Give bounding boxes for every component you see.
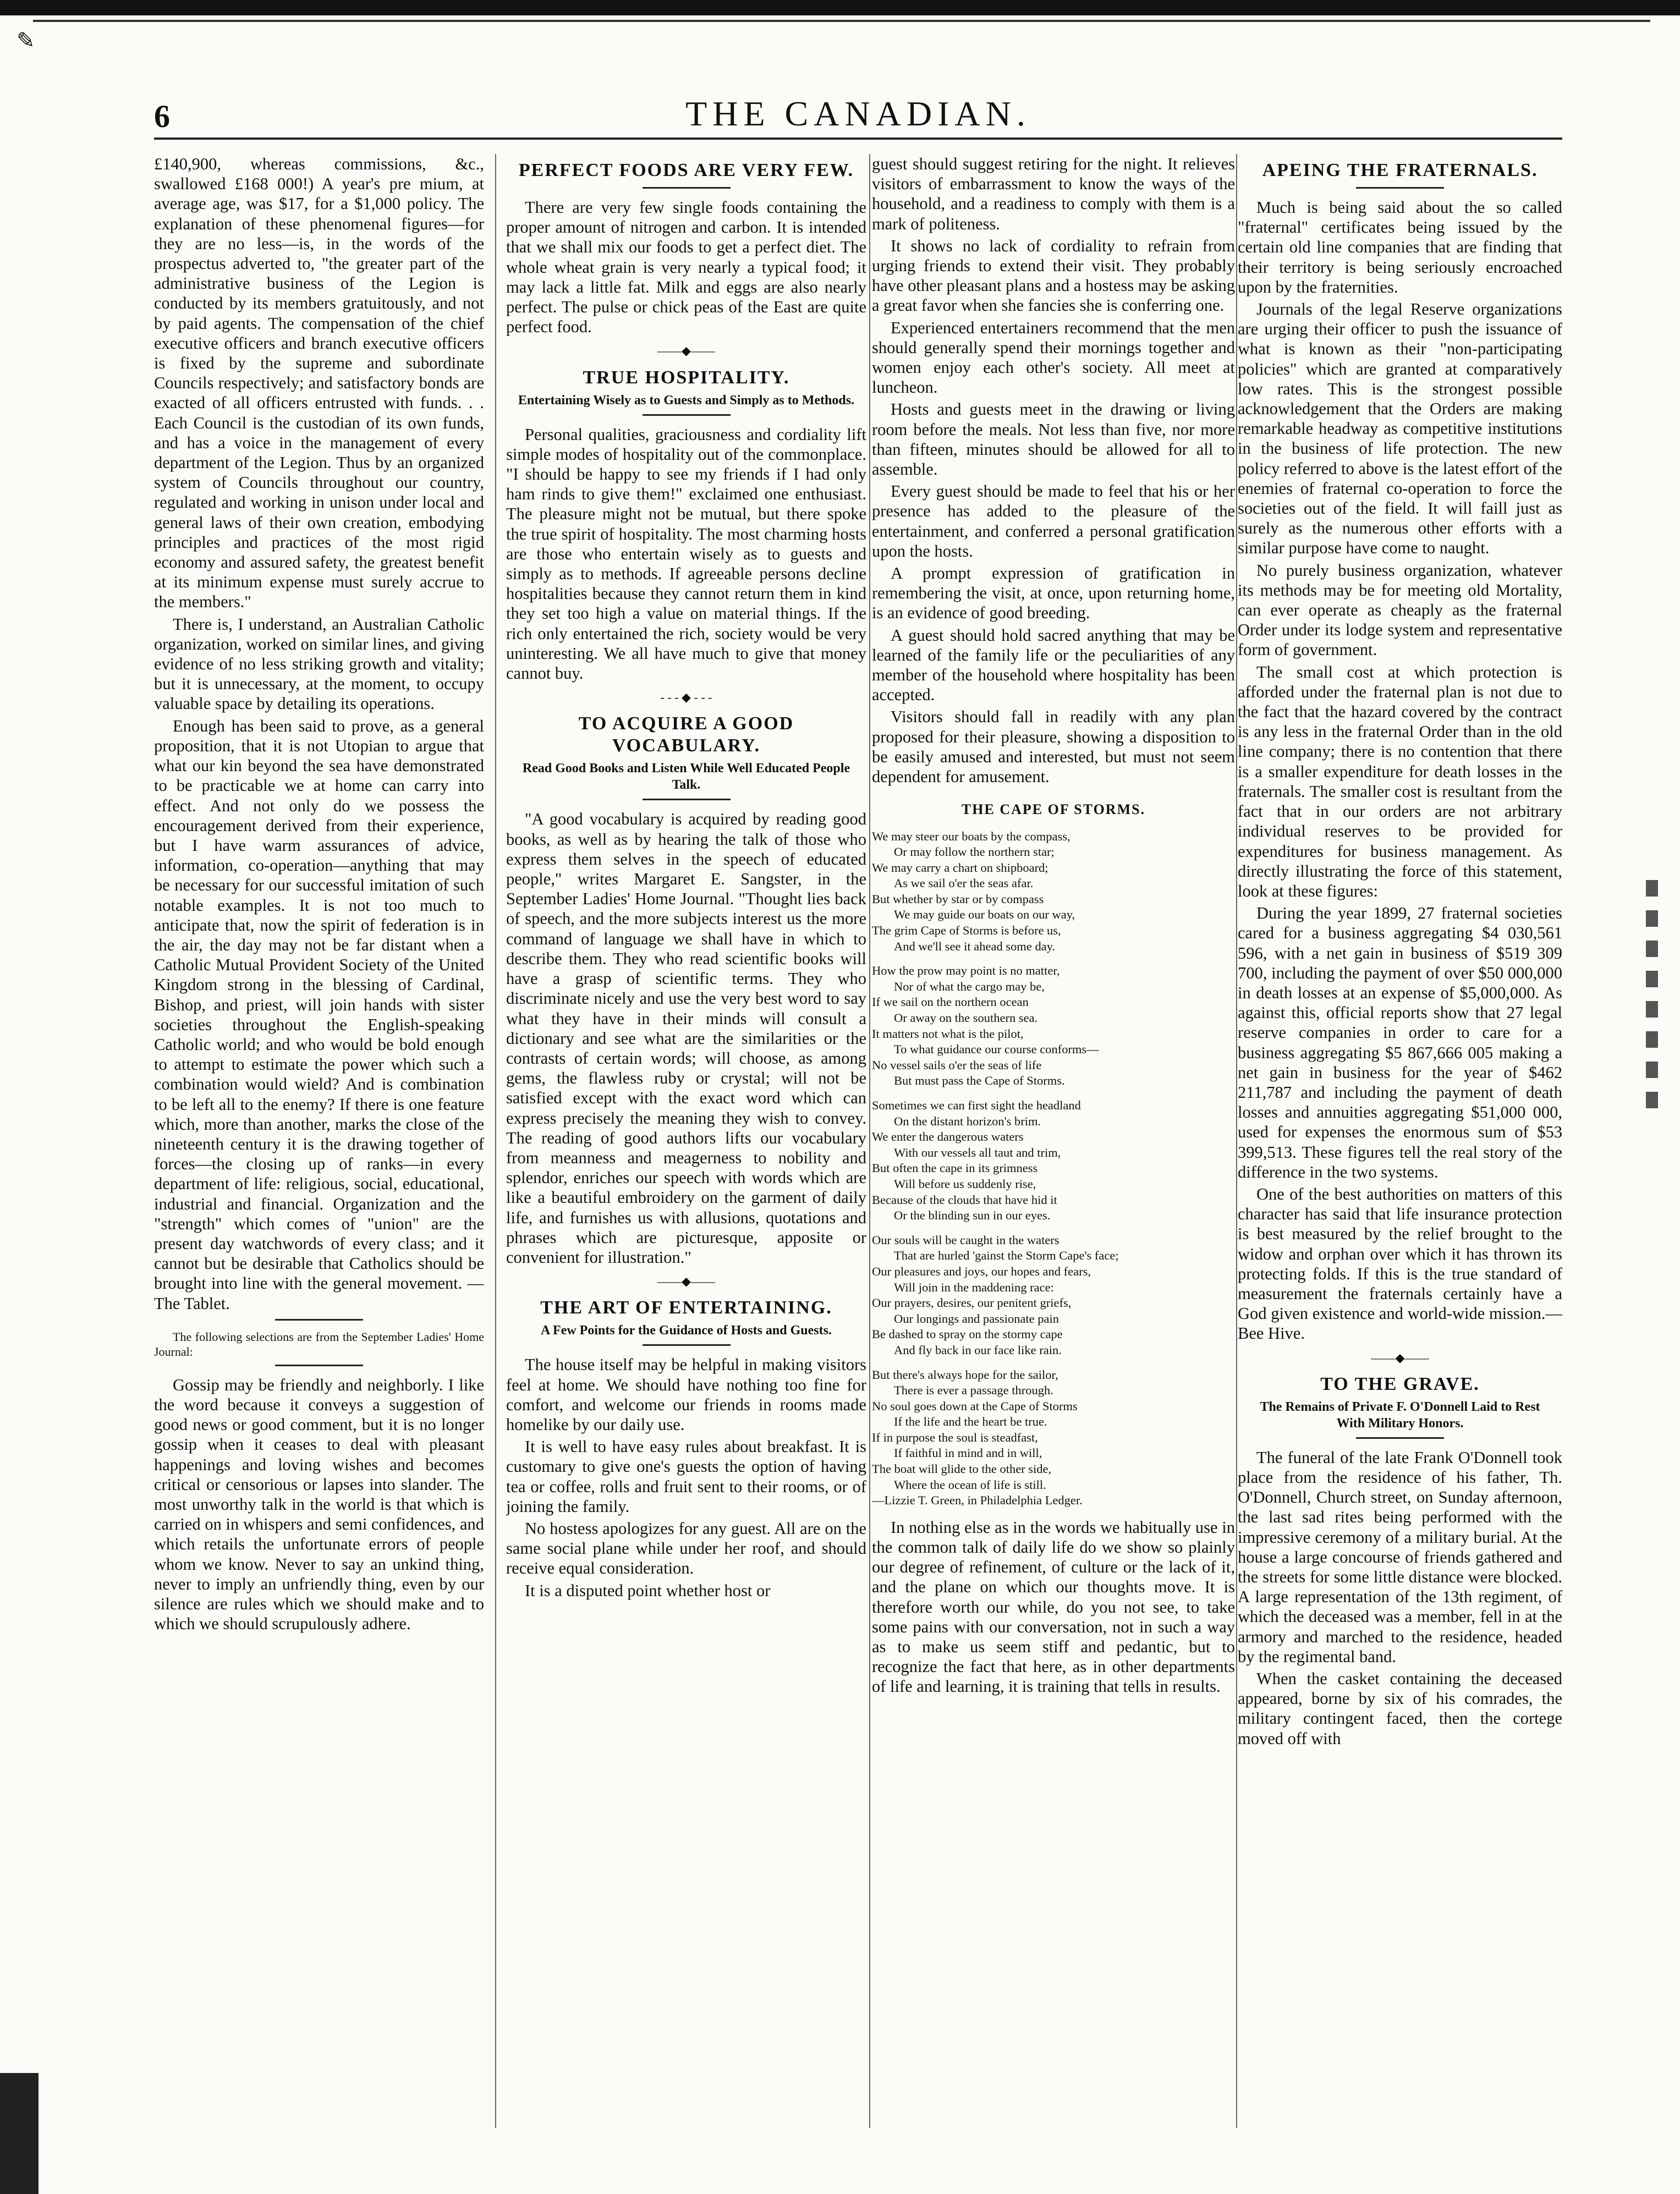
ornament-divider: ——◆—— [657, 344, 715, 358]
poem-line: We may steer our boats by the compass, [872, 829, 1070, 843]
article-headline: PERFECT FOODS ARE VERY FEW. [518, 160, 854, 180]
poem-line: If faithful in mind and in will, [894, 1446, 1042, 1460]
poem-line: Our pleasures and joys, our hopes and fears, [872, 1264, 1091, 1278]
section-divider [1356, 187, 1444, 189]
section-divider [643, 414, 731, 416]
paragraph: The small cost at which protection is afforded under the fraternal plan is not due to the fact that the hazard covered by the contract is any less in the fraternal Order than in the old line company; there is no contention that there is a smaller expenditure for death losses in the fraternals. The smaller cost is resultant from the fact that in our orders are not arbitrary individual reserves to be provided for expenditures for business management. As directly illustrating the force of this statement, look at these figures: [1238, 662, 1562, 900]
paragraph: There are very few single foods containing the proper amount of nitrogen and carbon. It is intended that we shall mix our foods to get a perfect diet. The whole wheat grain is very nearly a typical food; it may lack a little fat. Milk and eggs are also nearly perfect. The pulse or chick peas of the East are quite perfect food. [506, 198, 866, 337]
poem-stanza [872, 1098, 1235, 1224]
poem-line: It matters not what is the pilot, [872, 1026, 1024, 1041]
poem-line: The grim Cape of Storms is before us, [872, 923, 1061, 938]
section-divider [1356, 1437, 1444, 1439]
paragraph: The funeral of the late Frank O'Donnell took place from the residence of his father, Th. O'Donnell, Church street, on Sunday afternoon, the last sad rites being performed with the impressive ceremony of a military burial. At the house a large concourse of friends gathered and the streets for some little distance were blocked. A large representation of the 13th regiment, of which the deceased was a member, fell in at the armory and marched to the residence, headed by the regimental band. [1238, 1448, 1562, 1666]
top-border [0, 0, 1680, 15]
poem-line: The boat will glide to the other side, [872, 1462, 1052, 1476]
paragraph: "A good vocabulary is acquired by reading good books, as well as by hearing the talk of those who express them selves in the speech of educated people," writes Margaret E. Sangster, in the September Ladies' Home Journal. "Thought lies back of speech, and the more subjects interest us the more command of language we shall have in which to describe them. They who read scientific books will have a grasp of scientific terms. They who discriminate nicely and use the very best word to say what they have in their minds will consult a dictionary and see what are the similarities or the contrasts of certain words; will choose, as among gems, the flawless ruby or crystal; will not be satisfied except with the exact word which can express precisely the meaning they wish to convey. The reading of good authors lifts our vocabulary from meanness and meagerness to nobility and splendor, enriches our speech with words which are like a beautiful embroidery on the garment of daily life, and furnishes us with allusions, quotations and phrases which are picturesque, apposite or convenient for illustration." [506, 810, 866, 1267]
article-headline: TO THE GRAVE. [1320, 1373, 1480, 1394]
poem-line: We enter the dangerous waters [872, 1130, 1024, 1144]
section-divider [275, 1365, 363, 1366]
poem-stanza [872, 829, 1235, 955]
section-divider [643, 799, 731, 800]
poem-line: Or may follow the northern star; [894, 845, 1055, 859]
paragraph: Hosts and guests meet in the drawing or living room before the meals. Not less than five, nor more than fifteen, minutes should be allowed for all to assemble. [872, 400, 1235, 479]
column-divider [1236, 154, 1237, 2128]
poem-line: To what guidance our course conforms— [894, 1042, 1099, 1057]
column-divider [495, 154, 496, 2128]
article-subheadline: Read Good Books and Listen While Well Educated People Talk. [522, 761, 850, 793]
poem-line: No soul goes down at the Cape of Storms [872, 1399, 1078, 1413]
poem-line: Our longings and passionate pain [894, 1311, 1059, 1326]
article-subheadline: The Remains of Private F. O'Donnell Laid to Rest With Military Honors. [1260, 1399, 1540, 1431]
column-4 [1238, 154, 1562, 2128]
poem-line: But there's always hope for the sailor, [872, 1367, 1058, 1382]
paragraph: Much is being said about the so called "fraternal" certificates being issued by the certain old line companies that are finding that their territory is being seriously encroached upon by the fraternities. [1238, 198, 1562, 296]
article-headline: APEING THE FRATERNALS. [1262, 160, 1538, 180]
poem-line: If we sail on the northern ocean [872, 995, 1029, 1009]
poem-stanza [872, 963, 1235, 1089]
corner-mark-icon: ✎ [17, 28, 35, 53]
article-headline: TRUE HOSPITALITY. [583, 367, 790, 388]
paragraph: Every guest should be made to feel that his or her presence has added to the pleasure of the entertainment, and conferred a personal gratification upon the hosts. [872, 482, 1235, 560]
poem-line: But whether by star or by compass [872, 892, 1044, 906]
poem-line: Where the ocean of life is still. [894, 1477, 1046, 1492]
column-1 [154, 154, 484, 2128]
page-header [154, 88, 1562, 138]
paragraph: During the year 1899, 27 fraternal societies cared for a business aggregating $4 030,561 596, with a net gain in business of $519 309 700, including the payment of over $50 000,000 in death losses at an expense of $5,000,000. As against this, official reports show that 27 legal reserve companies in order to care for a business aggregating $5 867,666 005 making a net gain in business for the year of $462 211,787 and including the payment of death losses and annuities aggregating $51,000 000, used for expenses the enormous sum of $53 399,513. These figures tell the real story of the difference in the two systems. [1238, 904, 1562, 1181]
paragraph: Journals of the legal Reserve organizations are urging their officer to push the issuance of what is known as their "non-participating policies" which are granted at comparatively low rates. This is the strongest possible acknowledgement that the Orders are making remarkable headway as competitive institutions in the business of life protection. The new policy referred to above is the latest effort of the enemies of fraternal co-operation to force the societies out of the field. It will faill just as surely as the numerous other efforts with a similar purpose have come to naught. [1238, 300, 1562, 558]
poem-line: And fly back in our face like rain. [894, 1343, 1062, 1357]
paragraph: The house itself may be helpful in making visitors feel at home. We should have nothing too fine for comfort, and welcome our friends in rooms made homelike by our daily use. [506, 1355, 866, 1434]
editor-note: The following selections are from the September Ladies' Home Journal: [154, 1329, 484, 1359]
poem-line: As we sail o'er the seas afar. [894, 876, 1034, 890]
header-rule [154, 138, 1562, 140]
paragraph: One of the best authorities on matters of this character has said that life insurance protection is best measured by the relief brought to the widow and orphan over which it has thrown its protecting folds. If this is the true standard of measurement the fraternals certainly have a God given existence and world-wide mission.—Bee Hive. [1238, 1184, 1562, 1343]
poem-line: Be dashed to spray on the stormy cape [872, 1327, 1063, 1341]
paragraph: Visitors should fall in readily with any plan proposed for their pleasure, showing a disposition to be easily amused and interested, but must not seem dependent for amusement. [872, 707, 1235, 787]
poem-line: How the prow may point is no matter, [872, 964, 1060, 978]
poem-line: Will join in the maddening race: [894, 1280, 1054, 1294]
column-2 [506, 154, 866, 2128]
section-divider [643, 1344, 731, 1346]
ornament-divider: ——◆—— [657, 1274, 715, 1289]
poem-line: And we'll see it ahead some day. [894, 939, 1056, 953]
section-divider [643, 187, 731, 189]
paragraph: Personal qualities, graciousness and cordiality lift simple modes of hospitality out of the commonplace. "I should be happy to see my friends if I had only ham rinds to give them!" exclaimed one enthusiast. The pleasure might not be mutual, but there spoke the true spirit of hospitality. The most charming hosts are those who entertain wisely as to guests and simply as to methods. If agreeable persons decline hospitalities because they cannot return them in kind they set too high a value on material things. If the rich only entertained the rich, society would be very uninteresting. We all have much to give that money cannot buy. [506, 425, 866, 683]
paragraph: When the casket containing the deceased appeared, borne by six of his comrades, the military contingent faced, then the cortege moved off with [1238, 1669, 1562, 1748]
poem-line: If in purpose the soul is steadfast, [872, 1430, 1038, 1444]
masthead-title: THE CANADIAN. [685, 94, 1031, 133]
poem-line: Our prayers, desires, our penitent griefs, [872, 1296, 1072, 1310]
poem-line: There is ever a passage through. [894, 1383, 1053, 1398]
paragraph: £140,900, whereas commissions, &c., swallowed £168 000!) A year's pre mium, at average age, was $17, for a $1,000 policy. The explanation of these phenomenal figures—for they are no less—is, in the words of the prospectus adverted to, "the greater part of the administrative business of the Legion is conducted by its members gratuitously, and not by paid agents. The compensation of the chief executive officers and branch executive officers is fixed by the supreme and subordinate Councils respectively; and satisfactory bonds are exacted of all officers entrusted with funds. . . Each Council is the custodian of its own funds, and has a voice in the management of every department of the Legion. Thus by an organized system of Councils throughout our country, regulated and working in unison under local and general laws of their own creation, embodying principles and practices of the most rigid economy and assured safety, the greatest benefit at its minimum expense must surely accrue to the members." [154, 155, 484, 612]
paragraph: It is well to have easy rules about breakfast. It is customary to give one's guests the option of having tea or coffee, rolls and fruit sent to their rooms, or of joining the family. [506, 1437, 866, 1516]
poem-attribution: —Lizzie T. Green, in Philadelphia Ledger. [872, 1493, 1083, 1508]
article-headline: THE ART OF ENTERTAINING. [540, 1297, 832, 1318]
poem-line: Will before us suddenly rise, [894, 1176, 1036, 1191]
paragraph: In nothing else as in the words we habitually use in the common talk of daily life do we show so plainly our degree of refinement, of culture or the lack of it, and the plane on which our thoughts move. It is therefore worth our while, do you not see, to take some pains with our conversation, not in such a way as to make us seem stiff and pedantic, but to recognize the fact that here, as in other departments of life and learning, it is training that tells in results. [872, 1517, 1235, 1696]
poem-line: That are hurled 'gainst the Storm Cape's face; [894, 1249, 1119, 1263]
poem-line: If the life and the heart be true. [894, 1415, 1047, 1429]
article-subheadline: A Few Points for the Guidance of Hosts and Guests. [541, 1323, 832, 1338]
page-number: 6 [154, 98, 170, 134]
column-3 [872, 154, 1235, 2128]
poem-line: Because of the clouds that have hid it [872, 1192, 1057, 1207]
paragraph: It is a disputed point whether host or [525, 1581, 771, 1600]
paragraph: Enough has been said to prove, as a general proposition, that it is not Utopian to argue that what our kin beyond the sea have demonstrated to be practicable we at home can carry into effect. And not only do we possess the encouragement derived from their experience, but I have warm assurances of advice, information, co-operation—anything that may be necessary for our successful imitation of such notable examples. It is not too much to anticipate that, now the spirit of federation is in the air, the day may not be far distant when a Catholic Mutual Provident Society of the United Kingdom strong in the blessing of Cardinal, Bishop, and priest, will join hands with sister societies throughout the English-speaking Catholic world; and who would be bold enough to attempt to estimate the power which such a combination would wield? And is combination to be left all to the enemy? If there is one feature which, more than another, marks the close of the nineteenth century it is the drawing together of forces—the closing up of ranks—in every department of life: religious, social, educational, industrial and financial. Organization and the "strength" which comes of "union" are the present day watchwords of every class; and it cannot but be desirable that Catholics should be brought into line with the general movement. —The Tablet. [154, 716, 484, 1313]
poem-title: THE CAPE OF STORMS. [961, 801, 1146, 818]
poem-line: Or away on the southern sea. [894, 1011, 1038, 1025]
paragraph: guest should suggest retiring for the night. It relieves visitors of embarrassment to know the ways of the household, and a readiness to comply with them is a mark of politeness. [872, 155, 1235, 233]
paragraph: A guest should hold sacred anything that may be learned of the family life or the peculiarities of any member of the household where hospitality has been accepted. [872, 625, 1235, 705]
poem-line: Nor of what the cargo may be, [894, 979, 1045, 993]
top-rule [33, 20, 1650, 22]
poem-line: On the distant horizon's brim. [894, 1114, 1041, 1128]
column-divider [869, 154, 870, 2128]
paragraph: Experienced entertainers recommend that the men should generally spend their mornings together and women enjoy each other's society. All meet at luncheon. [872, 318, 1235, 397]
paragraph: There is, I understand, an Australian Catholic organization, worked on similar lines, and giving evidence of no less striking growth and vitality; but it is unnecessary, at the moment, to occupy valuable space by detailing its operations. [154, 614, 484, 713]
paragraph: Gossip may be friendly and neighborly. I like the word because it conveys a suggestion of good news or good comment, but it is no longer gossip when it ceases to deal with pleasant happenings and loving wishes and becomes critical or censorious or lapses into slander. The most unworthy talk in the world is that which is carried on in whispers and semi confidences, and which retails the unfortunate errors of people whom we know. Never to say an unkind thing, never to imply an unfriendly thing, even by our silence are rules which we should make and to which we should scrupulously adhere. [154, 1375, 484, 1634]
poem-line: With our vessels all taut and trim, [894, 1145, 1061, 1159]
poem-line: Our souls will be caught in the waters [872, 1233, 1059, 1247]
article-subheadline: Entertaining Wisely as to Guests and Simply as to Methods. [518, 393, 855, 408]
poem-line: But must pass the Cape of Storms. [894, 1074, 1065, 1088]
ornament-divider: - - - ◆ - - - [660, 690, 712, 705]
paragraph: It shows no lack of cordiality to refrain from urging friends to extend their visit. They probably have other pleasant plans and a hostess may be asking a great favor when she fancies she is conferring one. [872, 236, 1235, 315]
section-divider [275, 1319, 363, 1321]
scan-shadow [0, 2073, 39, 2194]
poem-line: No vessel sails o'er the seas of life [872, 1058, 1042, 1072]
poem-line: But often the cape in its grimness [872, 1161, 1038, 1175]
ornament-divider: ——◆—— [1371, 1350, 1429, 1365]
poem-line: Sometimes we can first sight the headland [872, 1098, 1081, 1112]
poem-stanza [872, 1367, 1235, 1509]
paragraph: No purely business organization, whatever its methods may be for meeting old Mortality, can ever operate as cheaply as the fraternal Order under its lodge system and representative form of government. [1238, 560, 1562, 659]
poem-line: Or the blinding sun in our eyes. [894, 1208, 1051, 1223]
poem-line: We may guide our boats on our way, [894, 908, 1075, 922]
paragraph: A prompt expression of gratification in remembering the visit, at once, upon returning home, is an evidence of good breeding. [872, 564, 1235, 623]
scan-edge-marks [1646, 880, 1658, 1111]
paragraph: No hostess apologizes for any guest. All are on the same social plane while under her roof, and should receive equal consideration. [506, 1519, 866, 1578]
article-headline: TO ACQUIRE A GOOD VOCABULARY. [578, 713, 794, 756]
poem-line: We may carry a chart on shipboard; [872, 860, 1048, 875]
poem-stanza [872, 1233, 1235, 1359]
